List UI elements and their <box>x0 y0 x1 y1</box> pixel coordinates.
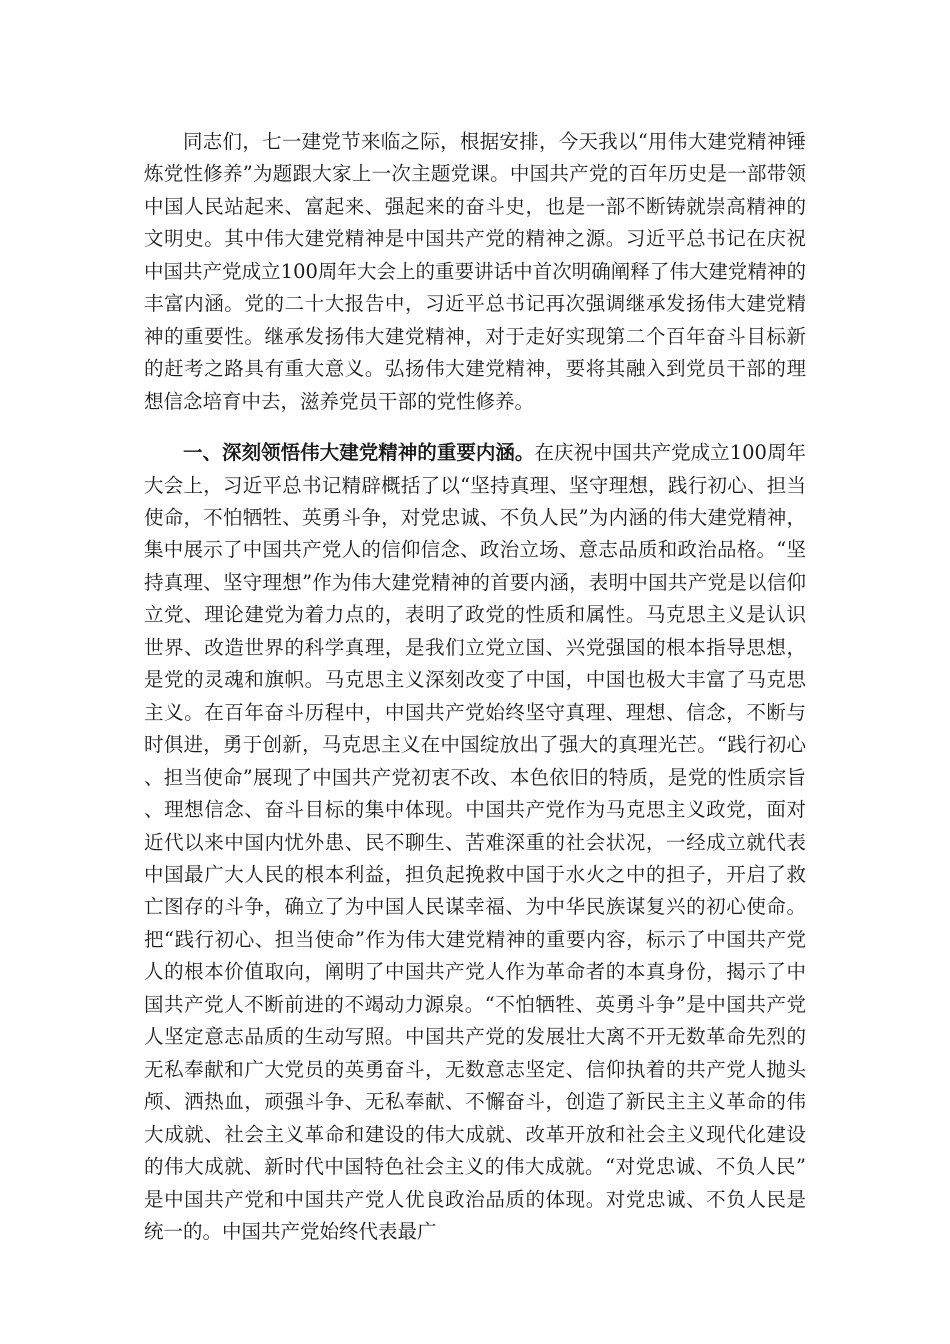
document-body <box>144 126 806 1248</box>
paragraph-section-one <box>144 437 806 1248</box>
section-one-heading: 一、深刻领悟伟大建党精神的重要内涵。 <box>183 441 535 465</box>
paragraph-intro-text: 同志们，七一建党节来临之际，根据安排，今天我以“用伟大建党精神锤炼党性修养”为题跟大家上一次主题党课。中国共产党的百年历史是一部带领中国人民站起来、富起来、强起来的奋斗史，也是一部不断铸就崇高精神的文明史。其中伟大建党精神是中国共产党的精神之源。习近平总书记在庆祝中国共产党成立100周年大会上的重要讲话中首次明确阐释了伟大建党精神的丰富内涵。党的二十大报告中，习近平总书记再次强调继承发扬伟大建党精神的重要性。继承发扬伟大建党精神，对于走好实现第二个百年奋斗目标新的赶考之路具有重大意义。弘扬伟大建党精神，要将其融入到党员干部的理想信念培育中去，滋养党员干部的党性修养。 <box>144 130 806 413</box>
paragraph-section-one-text: 在庆祝中国共产党成立100周年大会上，习近平总书记精辟概括了以“坚持真理、坚守理想，践行初心、担当使命，不怕牺牲、英勇斗争，对党忠诚、不负人民”为内涵的伟大建党精神，集中展示了中国共产党人的信仰信念、政治立场、意志品质和政治品格。“坚持真理、坚守理想”作为伟大建党精神的首要内涵，表明中国共产党是以信仰立党、理论建党为着力点的，表明了政党的性质和属性。马克思主义是认识世界、改造世界的科学真理，是我们立党立国、兴党强国的根本指导思想，是党的灵魂和旗帜。马克思主义深刻改变了中国，中国也极大丰富了马克思主义。在百年奋斗历程中，中国共产党始终坚守真理、理想、信念，不断与时俱进，勇于创新，马克思主义在中国绽放出了强大的真理光芒。“践行初心、担当使命”展现了中国共产党初衷不改、本色依旧的特质，是党的性质宗旨、理想信念、奋斗目标的集中体现。中国共产党作为马克思主义政党，面对近代以来中国内忧外患、民不聊生、苦难深重的社会状况，一经成立就代表中国最广大人民的根本利益，担负起挽救中国于水火之中的担子，开启了救亡图存的斗争，确立了为中国人民谋幸福、为中华民族谋复兴的初心使命。把“践行初心、担当使命”作为伟大建党精神的重要内容，标示了中国共产党人的根本价值取向，阐明了中国共产党人作为革命者的本真身份，揭示了中国共产党人不断前进的不竭动力源泉。“不怕牺牲、英勇斗争”是中国共产党人坚定意志品质的生动写照。中国共产党的发展壮大离不开无数革命先烈的无私奉献和广大党员的英勇奋斗，无数意志坚定、信仰执着的共产党人抛头颅、洒热血，顽强斗争、无私奉献、不懈奋斗，创造了新民主主义革命的伟大成就、社会主义革命和建设的伟大成就、改革开放和社会主义现代化建设的伟大成就、新时代中国特色社会主义的伟大成就。“对党忠诚、不负人民”是中国共产党和中国共产党人优良政治品质的体现。对党忠诚、不负人民是统一的。中国共产党始终代表最广 <box>144 441 806 1243</box>
paragraph-intro <box>144 126 806 418</box>
